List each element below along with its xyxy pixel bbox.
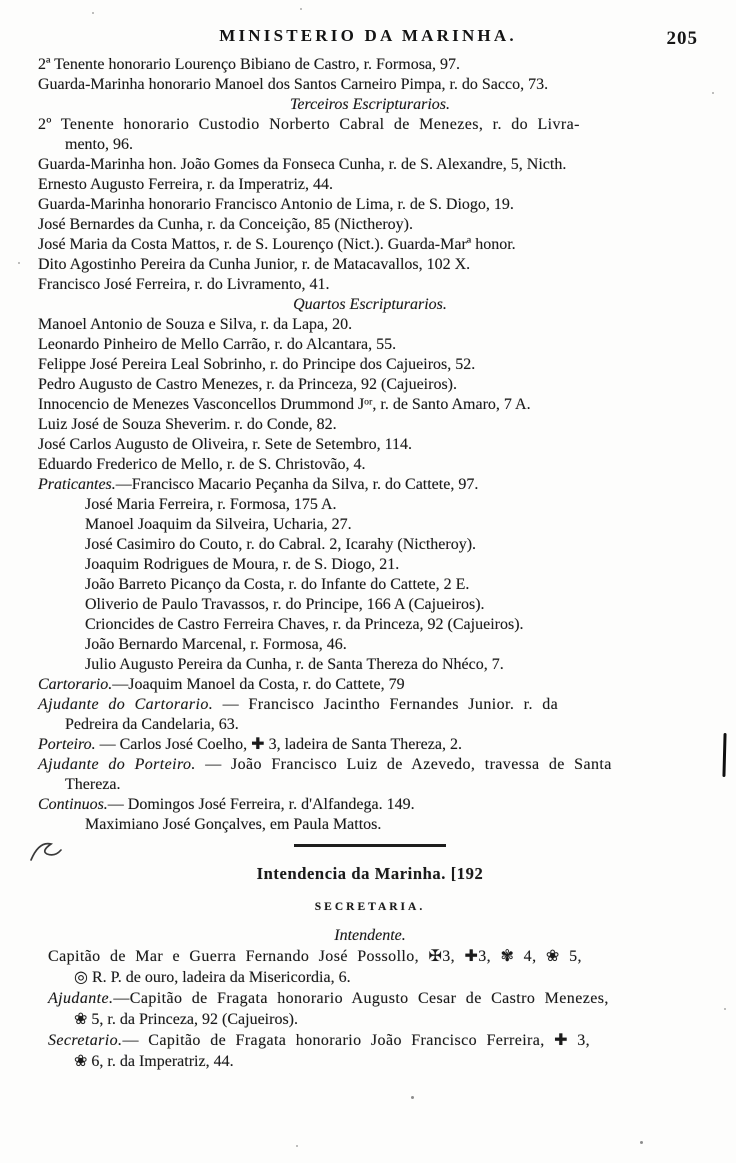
scan-speck <box>300 8 302 10</box>
text-line: Oliverio de Paulo Travassos, r. do Principe, 166 A (Cajueiros). <box>85 596 485 613</box>
text-line: Julio Augusto Pereira da Cunha, r. de Santa Thereza do Nhéco, 7. <box>85 656 504 673</box>
text-line: Crioncides de Castro Ferreira Chaves, r. da Princeza, 92 (Cajueiros). <box>85 616 524 633</box>
text-line: Innocencio de Menezes Vasconcellos Drummond Jᵒʳ, r. de Santo Amaro, 7 A. <box>38 396 531 413</box>
text-line: João Bernardo Marcenal, r. Formosa, 46. <box>85 636 347 653</box>
text-line: Ernesto Augusto Ferreira, r. da Imperatriz, 44. <box>38 176 334 193</box>
page-number: 205 <box>666 28 698 49</box>
text-line: Leonardo Pinheiro de Mello Carrão, r. do Alcantara, 55. <box>38 336 397 353</box>
text-line: Joaquim Rodrigues de Moura, r. de S. Diogo, 21. <box>85 556 400 573</box>
pen-stroke-mark <box>722 733 726 777</box>
text-line: Intendencia da Marinha. [192 <box>256 864 484 883</box>
entry-role-label: Ajudante do Porteiro. <box>38 756 196 773</box>
text-line: Capitão de Mar e Guerra Fernando José Possollo, ✠3, ✚3, ✾ 4, ❀ 5, <box>48 948 582 965</box>
text-line: José Maria Ferreira, r. Formosa, 175 A. <box>85 496 337 513</box>
entry-role-label: Cartorario. <box>38 676 113 693</box>
intendencia-section <box>38 864 702 1072</box>
handwritten-margin-mark <box>28 838 68 868</box>
text-line: Porteiro. — Carlos José Coelho, ✚ 3, ladeira de Santa Thereza, 2. <box>38 736 462 753</box>
text-line: Ajudante.—Capitão de Fragata honorario Augusto Cesar de Castro Menezes, <box>48 990 609 1007</box>
text-line: Pedreira da Candelaria, 63. <box>65 716 239 733</box>
section-divider <box>294 844 446 847</box>
text-line: 2º Tenente honorario Custodio Norberto Cabral de Menezes, r. do Livra- <box>38 116 580 133</box>
text-line: Guarda-Marinha honorario Francisco Antonio de Lima, r. de S. Diogo, 19. <box>38 196 514 213</box>
text-line: ❀ 6, r. da Imperatriz, 44. <box>74 1053 234 1070</box>
text-line: Manoel Joaquim da Silveira, Ucharia, 27. <box>85 516 352 533</box>
text-line: Intendente. <box>334 927 406 944</box>
scan-speck <box>411 1096 414 1099</box>
text-line: Cartorario.—Joaquim Manoel da Costa, r. do Cattete, 79 <box>38 676 405 693</box>
page-header-title: MINISTERIO DA MARINHA. <box>219 26 517 45</box>
text-line: Thereza. <box>65 776 121 793</box>
text-line: Terceiros Escripturarios. <box>289 96 450 113</box>
text-line: Quartos Escripturarios. <box>293 296 447 313</box>
text-line: mento, 96. <box>65 136 133 153</box>
scan-speck <box>712 92 714 94</box>
text-line: 2ª Tenente honorario Lourenço Bibiano de Castro, r. Formosa, 97. <box>38 56 461 73</box>
entry-role-label: Ajudante. <box>48 990 114 1007</box>
text-line: João Barreto Picanço da Costa, r. do Infante do Cattete, 2 E. <box>85 576 470 593</box>
text-line: ◎ R. P. de ouro, ladeira da Misericordia, 6. <box>74 969 351 986</box>
scan-speck <box>18 262 20 264</box>
entry-role-label: Continuos. <box>38 796 108 813</box>
text-line: José Carlos Augusto de Oliveira, r. Sete de Setembro, 114. <box>38 436 413 453</box>
text-line: José Maria da Costa Mattos, r. de S. Lourenço (Nict.). Guarda-Marª honor. <box>38 236 516 253</box>
text-line: Ajudante do Cartorario. — Francisco Jacintho Fernandes Junior. r. da <box>38 696 559 713</box>
entry-role-label: Porteiro. <box>38 736 96 753</box>
text-line: ❀ 5, r. da Princeza, 92 (Cajueiros). <box>74 1011 299 1028</box>
text-line: José Bernardes da Cunha, r. da Conceição, 85 (Nictheroy). <box>38 216 413 233</box>
text-line: Pedro Augusto de Castro Menezes, r. da Princeza, 92 (Cajueiros). <box>38 376 458 393</box>
text-line: Ajudante do Porteiro. — João Francisco Luiz de Azevedo, travessa de Santa <box>38 756 612 773</box>
entry-role-label: Ajudante do Cartorario. <box>38 696 214 713</box>
text-line: Dito Agostinho Pereira da Cunha Junior, r. de Matacavallos, 102 X. <box>38 256 471 273</box>
text-line: Continuos.— Domingos José Ferreira, r. d'Alfandega. 149. <box>38 796 415 813</box>
scan-speck <box>296 1145 298 1147</box>
page-body <box>38 55 702 1072</box>
text-line: Maximiano José Gonçalves, em Paula Mattos. <box>85 816 382 833</box>
entry-role-label: Praticantes. <box>38 476 116 493</box>
text-line: Felippe José Pereira Leal Sobrinho, r. do Principe dos Cajueiros, 52. <box>38 356 476 373</box>
text-line: Guarda-Marinha honorario Manoel dos Santos Carneiro Pimpa, r. do Sacco, 73. <box>38 76 549 93</box>
scan-speck <box>92 12 94 14</box>
text-line: Manoel Antonio de Souza e Silva, r. da Lapa, 20. <box>38 316 353 333</box>
text-line: Francisco José Ferreira, r. do Livramento, 41. <box>38 276 330 293</box>
directory-listing <box>38 55 702 835</box>
text-line: Praticantes.—Francisco Macario Peçanha da Silva, r. do Cattete, 97. <box>38 476 479 493</box>
text-line: Eduardo Frederico de Mello, r. de S. Christovão, 4. <box>38 456 366 473</box>
text-line: SECRETARIA. <box>314 901 426 913</box>
text-line: Guarda-Marinha hon. João Gomes da Fonseca Cunha, r. de S. Alexandre, 5, Nicth. <box>38 156 567 173</box>
text-line: Luiz José de Souza Sheverim. r. do Conde, 82. <box>38 416 337 433</box>
text-line: José Casimiro do Couto, r. do Cabral. 2, Icarahy (Nictheroy). <box>85 536 477 553</box>
entry-role-label: Secretario. <box>48 1032 123 1049</box>
text-line: Secretario.— Capitão de Fragata honorario João Francisco Ferreira, ✚ 3, <box>48 1032 591 1049</box>
scan-speck <box>640 1141 643 1144</box>
scan-speck <box>724 1008 726 1010</box>
